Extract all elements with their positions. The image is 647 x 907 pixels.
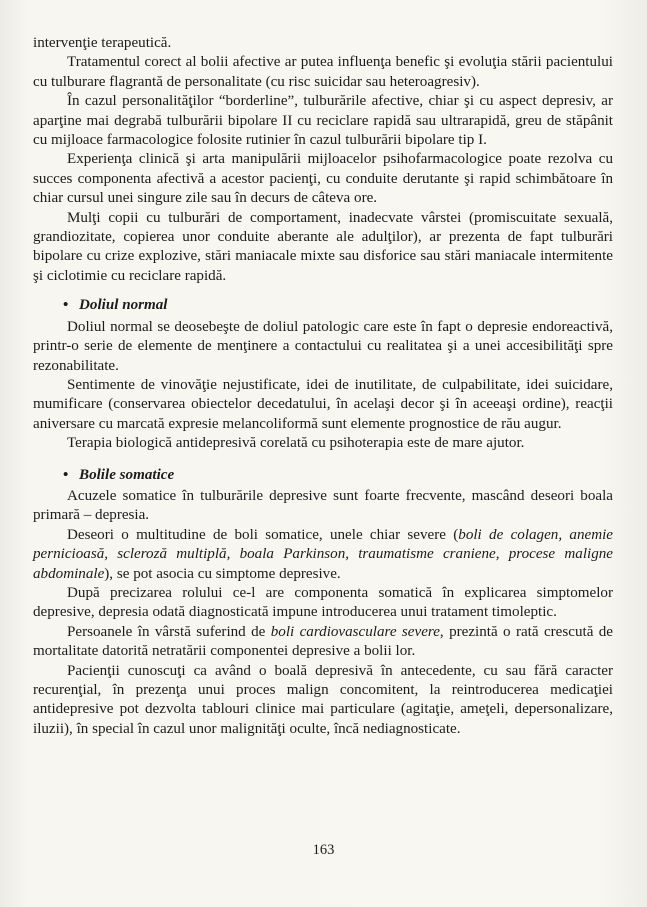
paragraph: Terapia biologică antidepresivă corelată cu psihoterapia este de mare ajutor. <box>67 435 525 452</box>
bullet-icon: • <box>63 466 69 483</box>
section-heading-doliul-normal <box>33 296 613 315</box>
paragraph: În cazul personalităţilor “borderline”, tulburările afective, chiar şi cu aspect depresiv, ar aparţine mai degrabă tulburării bipolare II cu reciclare rapidă sau ultrarapidă, greu de stăpânit cu mijloace farmacologice folosite rutinier în cazul tulburării bipolare tip I. <box>33 93 613 149</box>
paragraph: După precizarea rolului ce-l are componenta somatică în explicarea simptomelor depresive, depresia odată diagnosticată impune introducerea unui tratament timoleptic. <box>33 584 613 621</box>
paragraph <box>33 526 613 584</box>
text-run: ), se pot asocia cu simptome depresive. <box>104 565 341 582</box>
page-number: 163 <box>312 842 335 858</box>
section-title: Doliul normal <box>79 297 168 314</box>
paragraph: Tratamentul corect al bolii afective ar putea influenţa benefic şi evoluţia stării pacientului cu tulburare flagrantă de personalitate (cu risc suicidar sau heteroagresiv). <box>33 54 613 90</box>
paragraph-continuation: intervenţie terapeutică. <box>33 35 172 51</box>
paragraph: Experienţa clinică şi arta manipulării mijloacelor psihofarmacologice poate rezolva cu succes componenta afectivă a acestor pacienţi, cu conduite derutante şi rapid schimbătoare în chiar cursul unei singure zile sau în decurs de câteva ore. <box>33 151 613 207</box>
text-run: Persoanele în vârstă suferind de <box>67 623 271 640</box>
paragraph: Doliul normal se deosebeşte de doliul patologic care este în fapt o depresie endoreactivă, printr-o serie de elemente de menţinere a contactului cu realitatea şi a unei accesibilităţi spre rezonabilitate. <box>33 318 613 374</box>
paragraph: Pacienţii cunoscuţi ca având o boală depresivă în antecedente, cu sau fără caracter recurenţial, în prezenţa unui proces malign concomitent, la reintroducerea medicaţiei antidepresive pot dezvolta tablouri clinice mai particulare (agitaţie, ameţeli, depersonalizare, iluzii), în special în cazul unor malignităţi oculte, încă nediagnosticate. <box>33 662 613 737</box>
italic-term-list: boli de colagen, anemie pernicioasă, scleroză multiplă, boala Parkinson, traumatisme craniene, procese maligne abdominale <box>33 526 613 582</box>
paragraph: Mulţi copii cu tulburări de comportament, inadecvate vârstei (promiscuitate sexuală, grandiozitate, copierea unor conduite aberante ale adulţilor), ar prezenta de fapt tulburări bipolare cu crize explozive, stări maniacale mixte sau disforice sau stări maniacale intermitente şi ciclotimie cu reciclare rapidă. <box>33 209 613 284</box>
paragraph <box>33 623 613 662</box>
section-heading-bolile-somatice <box>33 466 613 485</box>
paragraph: Sentimente de vinovăţie nejustificate, idei de inutilitate, de culpabilitate, idei suicidare, mumificare (conservarea obiectelor decedatului, în acelaşi decor şi în aceeaşi ordine), reacţii aniversare cu marcată expresie melancoliformă sunt elemente prognostice de rău augur. <box>33 376 613 432</box>
text-run: Deseori o multitudine de boli somatice, unele chiar severe ( <box>67 526 459 543</box>
bullet-icon: • <box>63 297 69 314</box>
section-title: Bolile somatice <box>79 466 175 483</box>
page-body <box>33 34 613 739</box>
paragraph: Acuzele somatice în tulburările depresive sunt foarte frecvente, mascând deseori boala primară – depresia. <box>33 487 613 524</box>
text-run: , prezintă o rată crescută de mortalitate datorită netratării componentei depresive a bolii lor. <box>33 623 614 660</box>
italic-term: boli cardiovasculare severe <box>270 623 440 640</box>
